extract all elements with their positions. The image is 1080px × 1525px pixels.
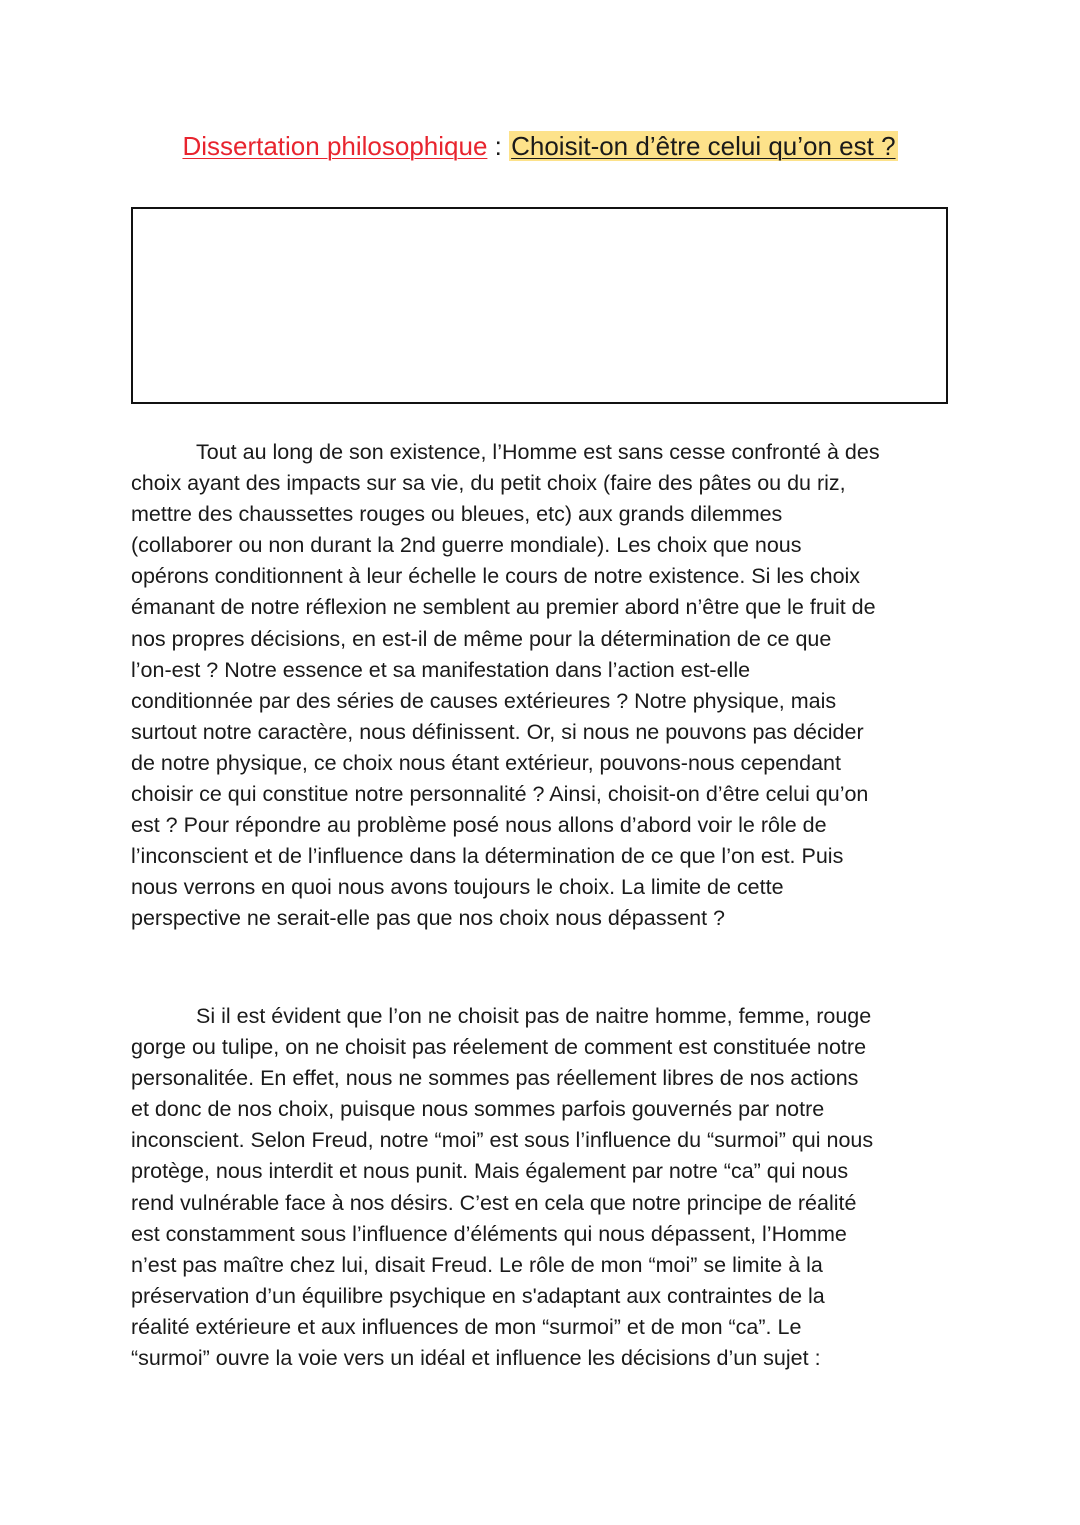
title-separator: : [487,131,510,161]
paragraph-line: inconscient. Selon Freud, notre “moi” est sous l’influence du “surmoi” qui nous [131,1128,874,1153]
title-subject: Dissertation philosophique [182,131,488,161]
paragraph-line: l’on-est ? Notre essence et sa manifestation dans l’action est-elle [131,657,751,682]
paragraph-line: Tout au long de son existence, l’Homme est sans cesse confronté à des [196,440,880,464]
paragraph-line: de notre physique, ce choix nous étant extérieur, pouvons-nous cependant [131,750,841,775]
paragraph-line: (collaborer ou non durant la 2nd guerre mondiale). Les choix que nous [131,533,802,558]
paragraph-line: opérons conditionnent à leur échelle le cours de notre existence. Si les choix [131,564,861,589]
paragraph-line: l’inconscient et de l’influence dans la détermination de ce que l’on est. Puis [131,844,844,869]
paragraph-line: personalitée. En effet, nous ne sommes pas réellement libres de nos actions [131,1066,859,1091]
title-question-highlight: Choisit-on d’être celui qu’on est ? [511,131,896,161]
introduction-paragraph [131,437,951,935]
paragraph-line: émanant de notre réflexion ne semblent au premier abord n’être que le fruit de [131,595,876,620]
paragraph-line: mettre des chaussettes rouges ou bleues, etc) aux grands dilemmes [131,502,783,527]
paragraph-line: gorge ou tulipe, on ne choisit pas réelement de comment est constituée notre [131,1035,867,1060]
paragraph-line: conditionnée par des séries de causes extérieures ? Notre physique, mais [131,688,837,713]
paragraph-line: nos propres décisions, en est-il de même pour la détermination de ce que [131,626,832,651]
first-part-paragraph [131,1001,951,1374]
paragraph-line: préservation d’un équilibre psychique en s'adaptant aux contraintes de la [131,1283,825,1308]
paragraph-line: et donc de nos choix, puisque nous sommes parfois gouvernés par notre [131,1097,825,1122]
empty-bordered-box [131,207,948,404]
paragraph-line: “surmoi” ouvre la voie vers un idéal et influence les décisions d’un sujet : [131,1346,821,1371]
paragraph-line: perspective ne serait-elle pas que nos choix nous dépassent ? [131,906,726,931]
paragraph-line: protège, nous interdit et nous punit. Mais également par notre “ca” qui nous [131,1159,849,1184]
paragraph-line: surtout notre caractère, nous définissent. Or, si nous ne pouvons pas décider [131,719,864,744]
paragraph-line: rend vulnérable face à nos désirs. C’est en cela que notre principe de réalité [131,1190,857,1215]
paragraph-line: nous verrons en quoi nous avons toujours le choix. La limite de cette [131,875,784,900]
paragraph-line: choix ayant des impacts sur sa vie, du petit choix (faire des pâtes ou du riz, [131,471,846,496]
paragraph-line: réalité extérieure et aux influences de mon “surmoi” et de mon “ca”. Le [131,1314,802,1339]
paragraph-line: n’est pas maître chez lui, disait Freud. Le rôle de mon “moi” se limite à la [131,1252,823,1277]
paragraph-line: est constamment sous l’influence d’éléments qui nous dépassent, l’Homme [131,1221,847,1246]
paragraph-line: choisir ce qui constitue notre personnalité ? Ainsi, choisit-on d’être celui qu’on [131,782,869,807]
paragraph-line: est ? Pour répondre au problème posé nous allons d’abord voir le rôle de [131,813,827,838]
paragraph-line: Si il est évident que l’on ne choisit pas de naitre homme, femme, rouge [196,1004,872,1028]
document-title [0,128,1080,164]
